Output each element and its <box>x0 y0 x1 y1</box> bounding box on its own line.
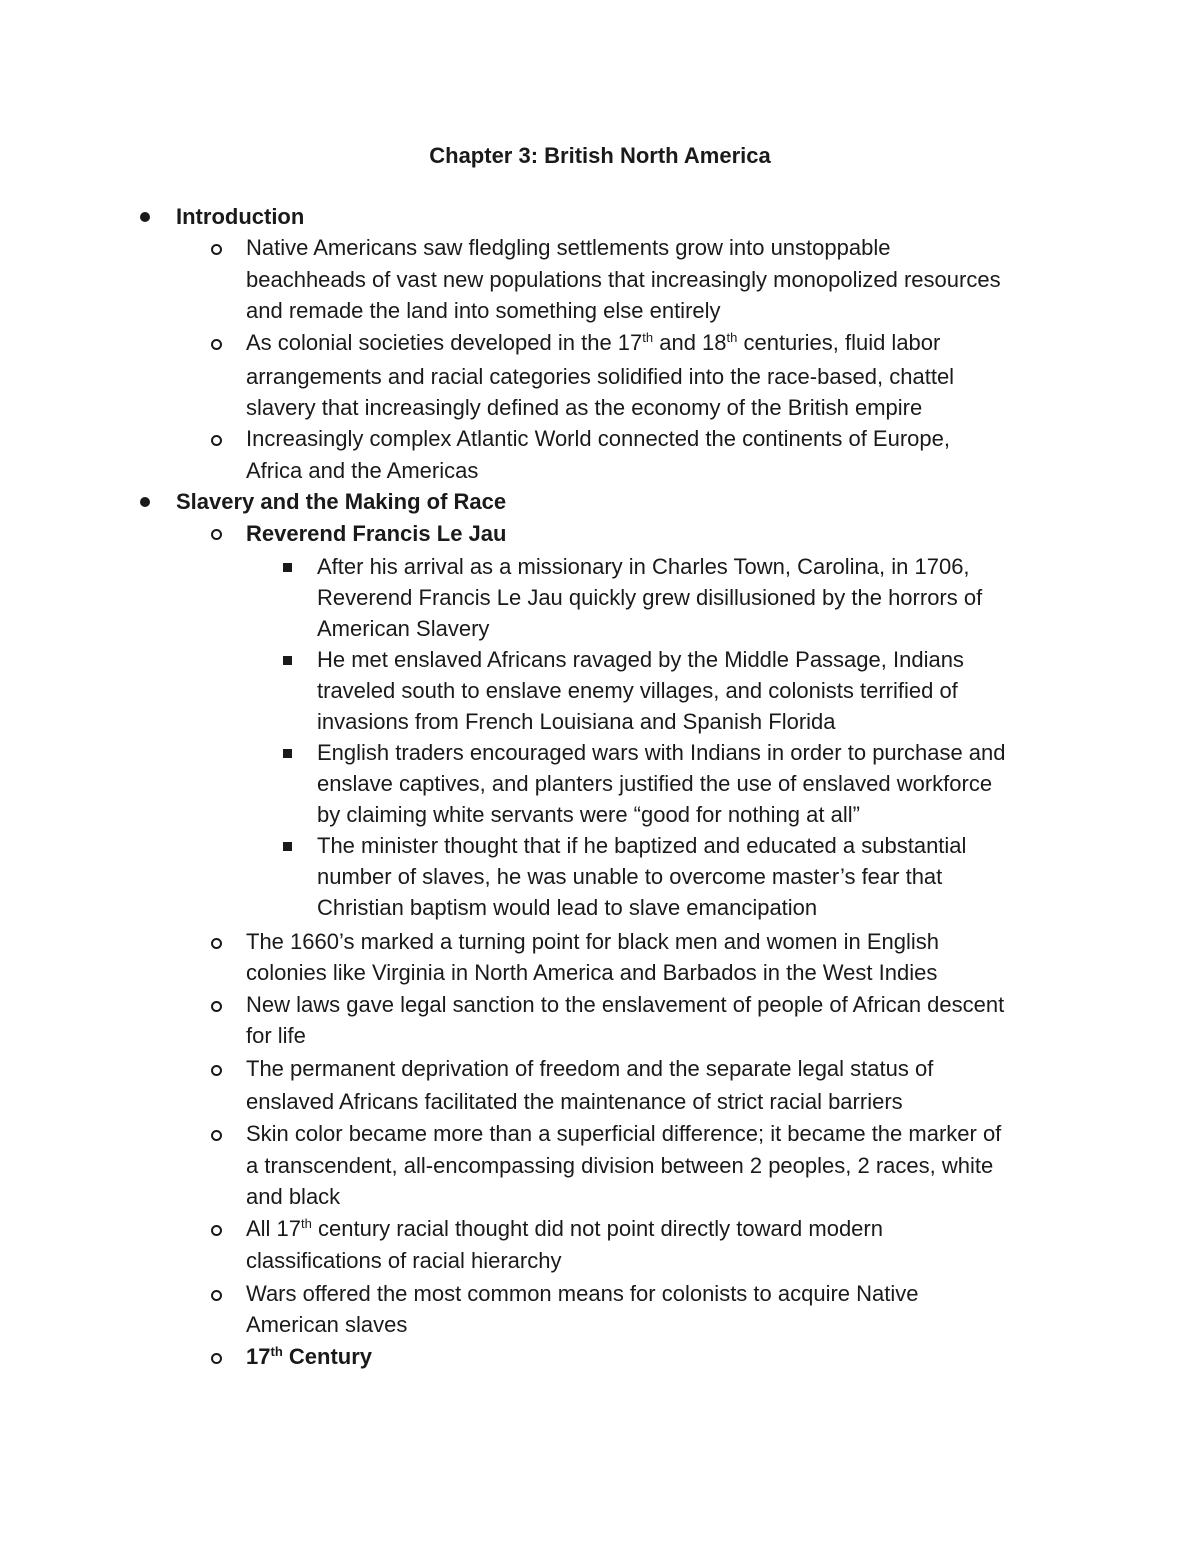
square-bullet <box>283 749 292 758</box>
circle-bullet <box>211 435 222 446</box>
square-bullet <box>283 563 292 572</box>
list-item-line: slavery that increasingly defined as the economy of the British empire <box>246 395 923 420</box>
section-heading-slavery: Slavery and the Making of Race <box>176 489 507 514</box>
square-bullet <box>283 656 292 665</box>
list-item-line: As colonial societies developed in the 17th and 18th centuries, fluid labor <box>246 330 941 355</box>
list-item-line: American Slavery <box>317 616 490 641</box>
list-item-line: beachheads of vast new populations that increasingly monopolized resources <box>246 267 1001 292</box>
list-item-line: American slaves <box>246 1312 408 1337</box>
circle-bullet <box>211 244 222 255</box>
list-item-line: traveled south to enslave enemy villages, and colonists terrified of <box>317 678 958 703</box>
circle-bullet <box>211 339 222 350</box>
list-item-line: New laws gave legal sanction to the enslavement of people of African descent <box>246 992 1005 1017</box>
disc-bullet <box>140 212 150 222</box>
list-item-line: After his arrival as a missionary in Charles Town, Carolina, in 1706, <box>317 554 970 579</box>
list-item-line: enslave captives, and planters justified the use of enslaved workforce <box>317 771 993 796</box>
subheading-le-jau: Reverend Francis Le Jau <box>246 521 507 546</box>
list-item-line: The minister thought that if he baptized and educated a substantial <box>317 833 967 858</box>
list-item-line: English traders encouraged wars with Indians in order to purchase and <box>317 740 1006 765</box>
disc-bullet <box>140 497 150 507</box>
list-item-line: Africa and the Americas <box>246 458 479 483</box>
circle-bullet <box>211 1353 222 1364</box>
list-item-line: Increasingly complex Atlantic World connected the continents of Europe, <box>246 426 950 451</box>
list-item-line: enslaved Africans facilitated the maintenance of strict racial barriers <box>246 1089 903 1114</box>
circle-bullet <box>211 1065 222 1076</box>
circle-bullet <box>211 529 222 540</box>
list-item-line: Native Americans saw fledgling settlements grow into unstoppable <box>246 235 891 260</box>
list-item-line: by claiming white servants were “good for nothing at all” <box>317 802 860 827</box>
list-item-line: number of slaves, he was unable to overcome master’s fear that <box>317 864 943 889</box>
section-heading-introduction: Introduction <box>176 204 305 229</box>
circle-bullet <box>211 938 222 949</box>
list-item-line: The 1660’s marked a turning point for black men and women in English <box>246 929 939 954</box>
list-item-line: The permanent deprivation of freedom and the separate legal status of <box>246 1056 934 1081</box>
list-item-line: Skin color became more than a superficial difference; it became the marker of <box>246 1121 1002 1146</box>
list-item-line: He met enslaved Africans ravaged by the Middle Passage, Indians <box>317 647 964 672</box>
page-title: Chapter 3: British North America <box>429 143 771 168</box>
circle-bullet <box>211 1001 222 1012</box>
list-item-line: colonies like Virginia in North America and Barbados in the West Indies <box>246 960 938 985</box>
list-item-line: a transcendent, all-encompassing division between 2 peoples, 2 races, white <box>246 1153 994 1178</box>
circle-bullet <box>211 1130 222 1141</box>
list-item-line: invasions from French Louisiana and Spanish Florida <box>317 709 836 734</box>
list-item-line: classifications of racial hierarchy <box>246 1248 562 1273</box>
list-item-line: and black <box>246 1184 341 1209</box>
list-item-line: Reverend Francis Le Jau quickly grew disillusioned by the horrors of <box>317 585 983 610</box>
square-bullet <box>283 842 292 851</box>
list-item-line: arrangements and racial categories solidified into the race-based, chattel <box>246 364 955 389</box>
list-item-line: and remade the land into something else entirely <box>246 298 721 323</box>
list-item-line: Christian baptism would lead to slave emancipation <box>317 895 818 920</box>
list-item-line: for life <box>246 1023 306 1048</box>
list-item-line: Wars offered the most common means for colonists to acquire Native <box>246 1281 919 1306</box>
circle-bullet <box>211 1225 222 1236</box>
circle-bullet <box>211 1290 222 1301</box>
list-item-line: All 17th century racial thought did not point directly toward modern <box>246 1216 883 1241</box>
subheading-17th-century: 17th Century <box>246 1344 373 1369</box>
